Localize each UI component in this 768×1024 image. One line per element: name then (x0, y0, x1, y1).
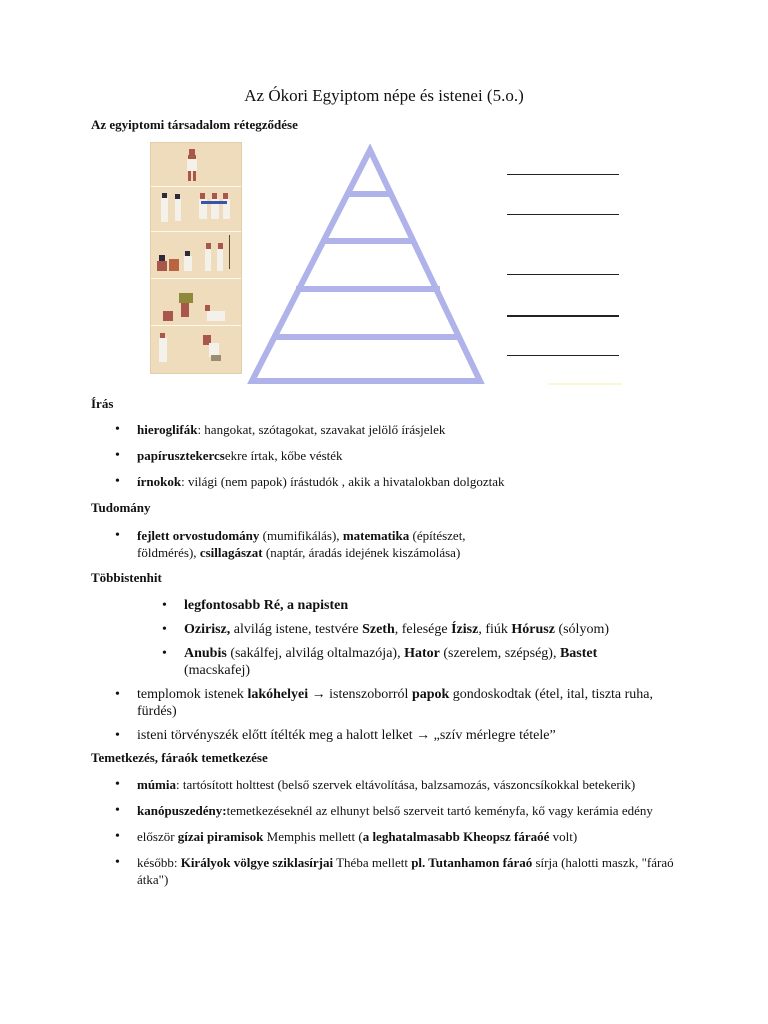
science-list (137, 527, 507, 561)
section-heading-science: Tudomány (91, 500, 151, 515)
gods-list (184, 597, 664, 679)
list-item: • Anubis (sakálfej, alvilág oltalmazója), Hator (szerelem, szépség), Bastet (macskafej) (184, 645, 664, 679)
list-item: • templomok istenek lakóhelyei → istenszoborról papok gondoskodtak (étel, ital, tiszta ruha, fürdés) (137, 686, 682, 720)
page-title: Az Ókori Egyiptom népe és istenei (5.o.) (244, 86, 524, 105)
section-heading-polytheism: Többistenhit (91, 570, 162, 585)
pyramid-blank-line-2 (507, 214, 619, 215)
writing-list (137, 421, 697, 490)
temple-list (137, 686, 682, 744)
list-item: • papírusztekercsekre írtak, kőbe vésték (137, 447, 697, 464)
list-item: • legfontosabb Ré, a napisten (184, 597, 664, 614)
list-item: • isteni törvényszék előtt ítélték meg a halott lelket → „szív mérlegre tétele” (137, 727, 682, 744)
list-item: • Ozirisz, alvilág istene, testvére Szeth, felesége Ízisz, fiúk Hórusz (sólyom) (184, 621, 664, 638)
list-item: • először gízai piramisok Memphis mellett (a leghatalmasabb Kheopsz fáraóé volt) (137, 828, 677, 845)
section-heading-society: Az egyiptomi társadalom rétegződése (91, 117, 298, 132)
list-item: • hieroglifák: hangokat, szótagokat, szavakat jelölő írásjelek (137, 421, 697, 438)
pyramid-blank-line-4 (507, 315, 619, 317)
faint-underline (548, 383, 622, 385)
list-item: • kanópuszedény:temetkezéseknél az elhunyt belső szerveit tartó keményfa, kő vagy kerámia edény (137, 802, 677, 819)
list-item: • később: Királyok völgye sziklasírjai Théba mellett pl. Tutanhamon fáraó sírja (halotti maszk, "fáraó átka") (137, 854, 677, 888)
section-heading-writing: Írás (91, 396, 114, 411)
pyramid-blank-line-1 (507, 174, 619, 175)
list-item: • írnokok: világi (nem papok) írástudók , akik a hivatalokban dolgoztak (137, 473, 697, 490)
pyramid-blank-line-5 (507, 355, 619, 356)
society-pyramid (244, 144, 494, 389)
list-item: • múmia: tartósított holttest (belső szervek eltávolítása, balzsamozás, vászoncsíkokkal betekerik) (137, 776, 677, 793)
section-heading-burial: Temetkezés, fáraók temetkezése (91, 750, 268, 765)
list-item: • fejlett orvostudomány (mumifikálás), matematika (építészet, földmérés), csillagászat (naptár, áradás idejének kiszámolása) (137, 527, 507, 561)
society-illustration (150, 142, 242, 374)
pyramid-blank-line-3 (507, 274, 619, 275)
burial-list (137, 776, 677, 888)
